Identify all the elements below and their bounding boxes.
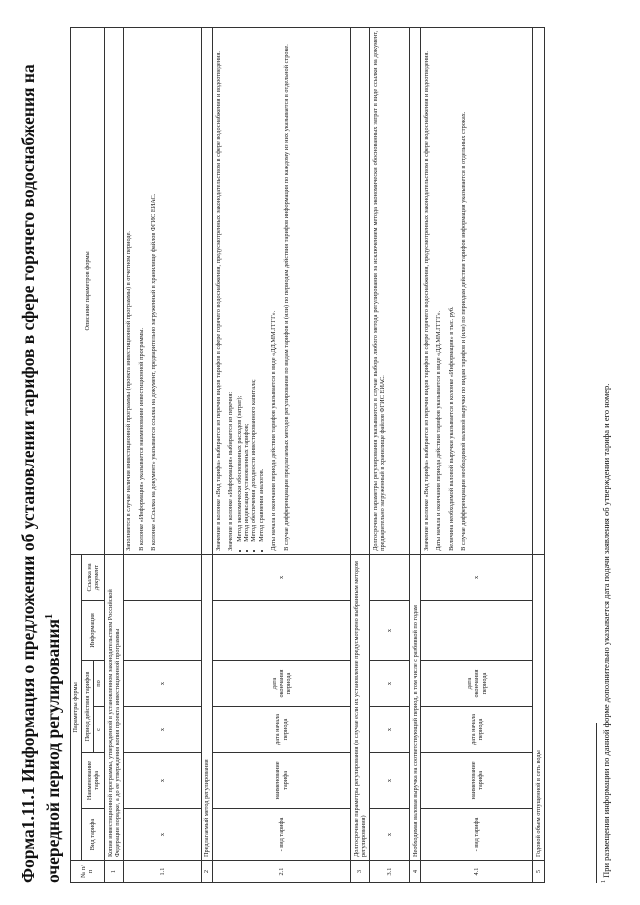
section-label: Долгосрочные параметры регулирования (в случае если их установление предусмотрено выбранным методом регулирования)	[351, 554, 370, 860]
tariff-type-cell: x	[123, 809, 201, 861]
footnote-mark: 1	[601, 880, 608, 883]
period-from-cell: x	[370, 707, 410, 753]
header-tariff-type: Вид тарифа	[82, 809, 105, 861]
title-text: Форма1.11.1 Информация о предложении об установлении тарифов в сфере горячего водоснабжения на очередной период регулирования	[18, 64, 63, 883]
footnote-text: При размещении информации по данной форме дополнительно указывается дата подачи заявления об утверждении тарифа и его номер.	[601, 383, 611, 878]
page-title	[18, 28, 64, 883]
tariff-type-cell: x	[370, 809, 410, 861]
header-num: № п/п	[70, 861, 104, 883]
row-num: 1	[105, 861, 124, 883]
tariff-name-cell: x	[370, 753, 410, 809]
description-paragraph: Значение в колонке «Информация» выбирается из перечня:	[227, 391, 235, 551]
row-num: 4.1	[421, 861, 533, 883]
description-cell	[105, 27, 124, 554]
tariff-name-cell: наименование тарифа	[213, 753, 351, 809]
method-list	[236, 31, 266, 551]
period-from-cell: дата начала периода	[421, 707, 533, 753]
header-params-group: Параметры формы	[70, 554, 81, 860]
row-num: 3	[351, 861, 370, 883]
list-item: • Метод сравнения аналогов.	[258, 31, 265, 542]
header-period-from: с	[93, 707, 104, 753]
section-label: Необходимая валовая выручка на соответствующий период, в том числе с разбивкой по годам	[410, 554, 421, 860]
header-description: Описание параметров формы	[70, 27, 104, 554]
description-cell	[213, 27, 351, 554]
row-num: 5	[533, 861, 544, 883]
doc-link-cell	[123, 554, 201, 600]
table-row-4	[410, 27, 421, 882]
period-to-cell: дата окончания периода	[421, 661, 533, 707]
row-num: 2	[201, 861, 212, 883]
description-cell	[410, 27, 421, 554]
table-row-3-1	[370, 27, 410, 882]
table-row-2	[201, 27, 212, 882]
doc-link-cell: x	[213, 554, 351, 600]
footnote	[596, 33, 611, 883]
footnote-rule	[596, 723, 597, 883]
info-cell	[123, 601, 201, 661]
header-info: Информация	[82, 601, 105, 661]
description-paragraph: В колонке «Информация» указывается наименование инвестиционной программы.	[137, 327, 145, 551]
description-cell	[533, 27, 544, 554]
period-from-cell: x	[123, 707, 201, 753]
description-paragraph: Долгосрочные параметры регулирования указываются в случае выбора любого метода регулирования за исключением метода экономически обоснованных затрат в виде ссылки на документ, предварительно загруженный в хранилище файлов ФГИС ЕИАС.	[371, 30, 386, 551]
row-num: 1.1	[123, 861, 201, 883]
table-row-4-1	[421, 27, 533, 882]
section-label: Предлагаемый метод регулирования	[201, 554, 212, 860]
description-paragraph: В колонке «Ссылка на документ» указывается ссылка на документ, предварительно загруженный в хранилище файлов ФГИС ЕИАС.	[150, 193, 158, 551]
header-period-group: Период действия тарифов	[82, 661, 93, 753]
section-label: Годовой объем отпущенной в сеть воды	[533, 554, 544, 860]
table-row-5	[533, 27, 544, 882]
tariff-type-cell: - вид тарифа	[421, 809, 533, 861]
header-doc-link: Ссылка на документ	[82, 554, 105, 600]
table-row-1-1	[123, 27, 201, 882]
table-row-1	[105, 27, 124, 882]
description-cell	[351, 27, 370, 554]
description-paragraph: В случае дифференциации предлагаемых методов регулирования по видам тарифов и (или) по периодам действия тарифов информация по каждому из них указывается в отдельной строке.	[282, 44, 290, 551]
description-paragraph: Величина необходимой валовой выручки указывается в колонке «Информация» в тыс. руб.	[447, 306, 455, 551]
tariff-type-cell: - вид тарифа	[213, 809, 351, 861]
list-item: • Метод экономически обоснованных расходов (затрат);	[236, 31, 243, 542]
period-to-cell: x	[370, 661, 410, 707]
period-to-cell: x	[123, 661, 201, 707]
header-tariff-name: Наименование тарифа	[82, 753, 105, 809]
info-cell: x	[370, 601, 410, 661]
description-cell	[123, 27, 201, 554]
row-num: 4	[410, 861, 421, 883]
period-from-cell: дата начала периода	[213, 707, 351, 753]
header-period-to: по	[93, 661, 104, 707]
doc-link-cell	[370, 554, 410, 600]
description-paragraph: Даты начала и окончания периода действия тарифов указывается в виде «ДД.ММ.ГГГГ».	[270, 310, 278, 551]
description-paragraph: Даты начала и окончания периода действия тарифов указывается в виде «ДД.ММ.ГГГГ».	[435, 310, 443, 551]
period-to-cell: дата окончания периода	[213, 661, 351, 707]
info-cell	[213, 601, 351, 661]
list-item: • Метод индексации установленных тарифов;	[243, 31, 250, 542]
row-num: 2.1	[213, 861, 351, 883]
description-cell	[421, 27, 533, 554]
description-paragraph: В случае дифференциации необходимой валовой выручки по видам тарифов и (или) по периодам действия тарифов информация указывается в отдельных строках.	[460, 111, 468, 551]
description-paragraph: Значение в колонке «Вид тарифа» выбирается из перечня видов тарифов в сфере горячего водоснабжения, предусмотренных законодательством в сфере водоснабжения и водоотведения.	[422, 51, 430, 551]
description-paragraph: Значение в колонке «Вид тарифа» выбирается из перечня видов тарифов в сфере горячего водоснабжения, предусмотренных законодательством в сфере водоснабжения и водоотведения.	[214, 51, 222, 551]
table-row-2-1	[213, 27, 351, 882]
tariff-name-cell: наименование тарифа	[421, 753, 533, 809]
row-num: 3.1	[370, 861, 410, 883]
tariff-name-cell: x	[123, 753, 201, 809]
info-cell	[421, 601, 533, 661]
title-footnote-mark: 1	[44, 613, 55, 619]
list-item: • Метод обеспечения доходности инвестированного капитала;	[250, 31, 257, 542]
description-cell	[370, 27, 410, 554]
form-table	[70, 27, 545, 883]
doc-link-cell: x	[421, 554, 533, 600]
section-label: Копия инвестиционной программы, утвержденной в установленном законодательством Российской Федерации порядке, а до ее утверждения копия проекта инвестиционной программы	[105, 554, 124, 860]
description-paragraph: Заполняется в случае наличия инвестиционной программы (проекта инвестиционной программы) в отчетном периоде.	[125, 230, 133, 551]
table-row-3	[351, 27, 370, 882]
description-cell	[201, 27, 212, 554]
